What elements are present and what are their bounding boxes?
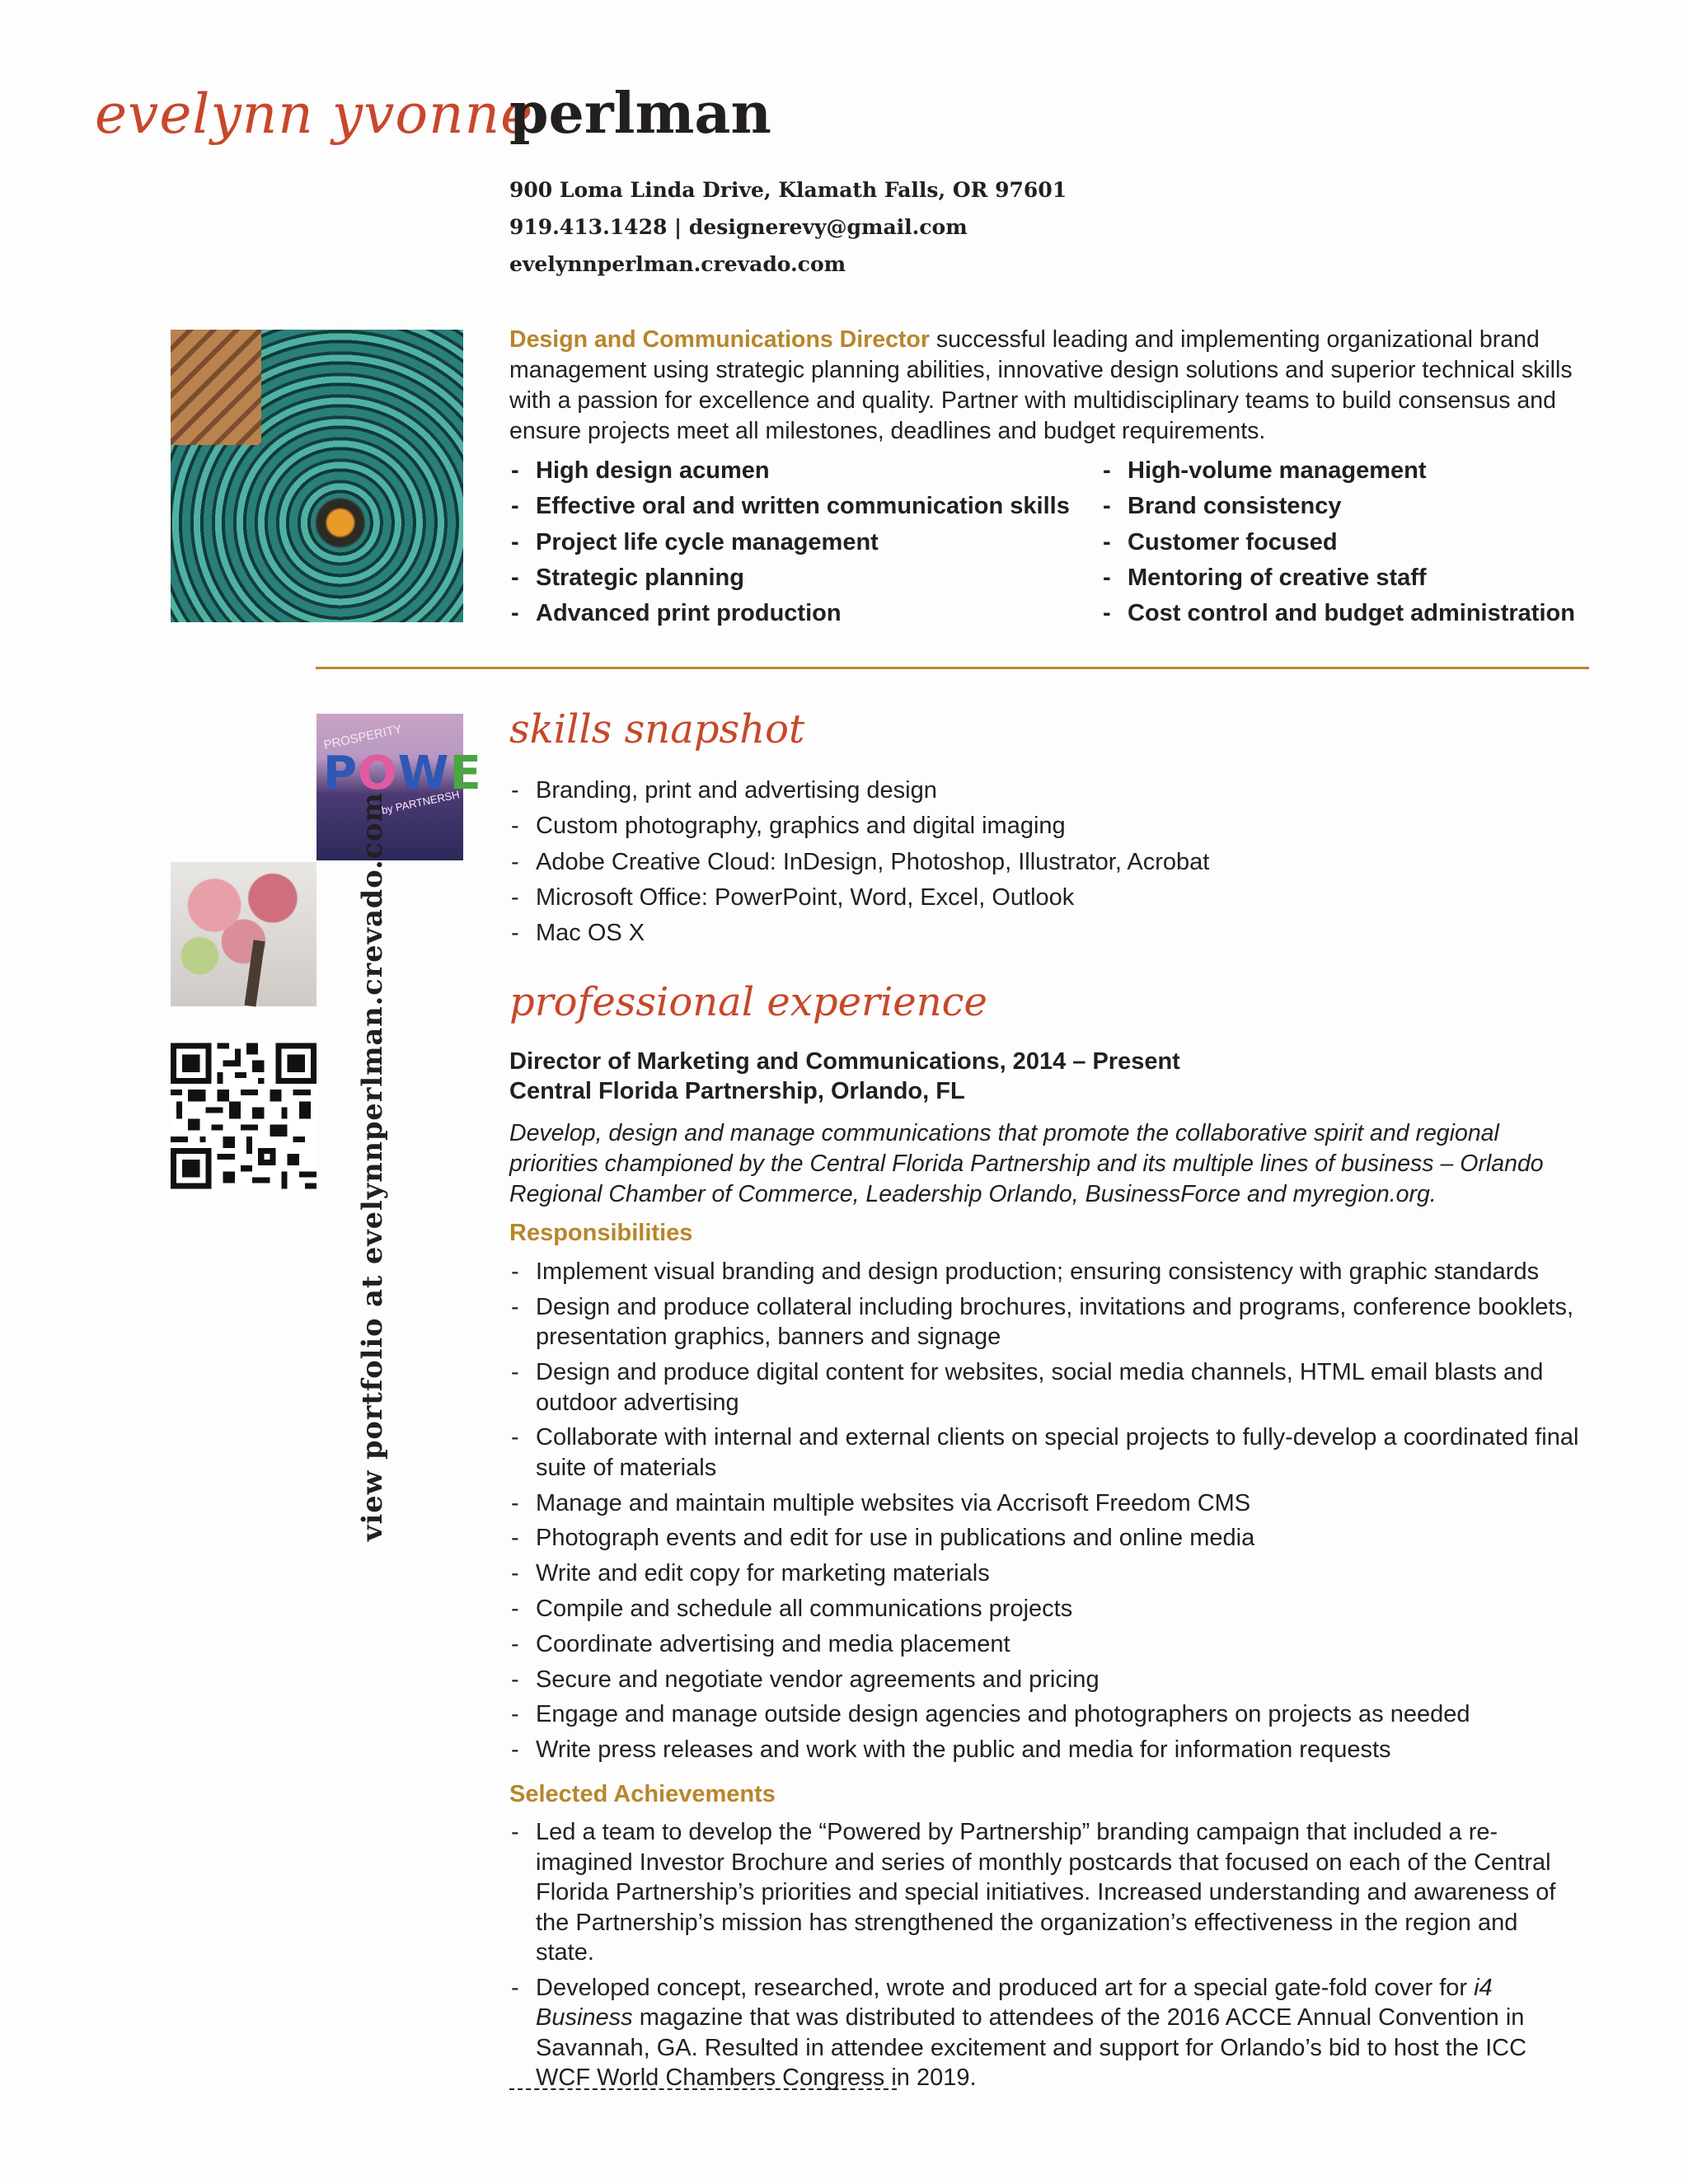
attribute-item: - High design acumen [509, 453, 1070, 489]
responsibility-item: - Manage and maintain multiple websites via Accrisoft Freedom CMS [509, 1488, 1581, 1519]
section-divider [316, 667, 1589, 669]
magazine-title: i4 Business [536, 1974, 1493, 2031]
qr-code-icon[interactable] [171, 1043, 316, 1189]
poster-sub-text: by PARTNERSH [380, 788, 461, 817]
contact-block [509, 171, 1067, 283]
experience-heading: professional experience [509, 979, 987, 1025]
skill-item: - Adobe Creative Cloud: InDesign, Photoshop, Illustrator, Acrobat [509, 845, 1209, 880]
attribute-item: - Customer focused [1101, 525, 1575, 560]
phone-email: 919.413.1428 | designerevy@gmail.com [509, 215, 968, 239]
attribute-item: - Mentoring of creative staff [1101, 560, 1575, 596]
responsibility-item: - Collaborate with internal and external clients on special projects to fully-develop a coordinated final suite of materials [509, 1422, 1581, 1483]
spiral-staircase-photo [171, 330, 463, 622]
name-first-middle: evelynn yvonne [95, 82, 534, 146]
blossom-tree-photo [171, 862, 316, 1006]
attributes-left [509, 453, 1070, 631]
attribute-item: - Effective oral and written communication skills [509, 489, 1070, 524]
portfolio-link-vertical[interactable]: view portfolio at evelynnperlman.crevado.com [356, 792, 388, 1541]
skill-item: - Microsoft Office: PowerPoint, Word, Excel, Outlook [509, 880, 1209, 916]
responsibility-item: - Compile and schedule all communications projects [509, 1594, 1581, 1624]
poster-big-text: POWE [323, 747, 482, 800]
achievements-heading: Selected Achievements [509, 1781, 776, 1807]
attribute-item: - Cost control and budget administration [1101, 596, 1575, 631]
achievement-item: - Led a team to develop the “Powered by Partnership” branding campaign that included a re-imagined Investor Brochure and series of monthly postcards that focused on each of the Central Florida Partnership’s priorities and special initiatives. Increased understanding and awareness of the Partnership’s mission has strengthened the organization’s effectiveness in the region and state. [509, 1817, 1581, 1968]
skills-heading: skills snapshot [509, 706, 805, 752]
responsibility-item: - Coordinate advertising and media placement [509, 1629, 1581, 1660]
responsibility-item: - Write press releases and work with the public and media for information requests [509, 1735, 1581, 1765]
summary-paragraph [509, 325, 1589, 447]
responsibility-item: - Design and produce collateral including brochures, invitations and programs, conference booklets, presentation graphics, banners and signage [509, 1292, 1581, 1352]
job-title: Director of Marketing and Communications, 2014 – Present [509, 1048, 1180, 1075]
responsibilities-list [509, 1257, 1581, 1770]
responsibility-item: - Secure and negotiate vendor agreements and pricing [509, 1665, 1581, 1695]
responsibilities-heading: Responsibilities [509, 1220, 693, 1246]
responsibility-item: - Photograph events and edit for use in publications and online media [509, 1523, 1581, 1554]
achievements-list [509, 1817, 1581, 2098]
attribute-item: - Strategic planning [509, 560, 1070, 596]
attribute-item: - Brand consistency [1101, 489, 1575, 524]
attribute-item: - Project life cycle management [509, 525, 1070, 560]
skills-list [509, 773, 1209, 951]
responsibility-item: - Implement visual branding and design production; ensuring consistency with graphic standards [509, 1257, 1581, 1287]
achievement-item: - Developed concept, researched, wrote and produced art for a special gate-fold cover for i4 Business magazine that was distributed to attendees of the 2016 ACCE Annual Convention in Savannah, GA. Resulted in attendee excitement and support for Orlando’s bid to host the ICC WCF World Chambers Congress in 2019. [509, 1973, 1581, 2093]
address: 900 Loma Linda Drive, Klamath Falls, OR 97601 [509, 178, 1067, 202]
responsibility-item: - Engage and manage outside design agencies and photographers on projects as needed [509, 1699, 1581, 1730]
attributes-right [1101, 453, 1575, 631]
website: evelynnperlman.crevado.com [509, 252, 846, 276]
job-description: Develop, design and manage communications that promote the collaborative spirit and regional priorities championed by the Central Florida Partnership and its multiple lines of business – Orlando Regional Chamber of Commerce, Leadership Orlando, BusinessForce and myregion.org. [509, 1120, 1544, 1207]
summary-text: successful leading and implementing organizational brand management using strategic planning abilities, innovative design solutions and superior technical skills with a passion for excellence and quality. Partner with multidisciplinary teams to build consensus and ensure projects meet all milestones, deadlines and budget requirements. [509, 326, 1573, 444]
skill-item: - Branding, print and advertising design [509, 773, 1209, 808]
poster-small-text: PROSPERITY [322, 722, 404, 752]
company: Central Florida Partnership, Orlando, FL [509, 1078, 965, 1104]
summary-role: Design and Communications Director [509, 326, 930, 353]
name-last: perlman [509, 81, 771, 147]
job-header [509, 1047, 1180, 1106]
attribute-item: - High-volume management [1101, 453, 1575, 489]
responsibility-item: - Write and edit copy for marketing materials [509, 1558, 1581, 1589]
attribute-item: - Advanced print production [509, 596, 1070, 631]
skill-item: - Mac OS X [509, 916, 1209, 951]
responsibility-item: - Design and produce digital content for websites, social media channels, HTML email blasts and outdoor advertising [509, 1357, 1581, 1418]
dashed-divider [509, 2088, 897, 2090]
powered-by-partnership-poster-image [316, 714, 482, 860]
skill-item: - Custom photography, graphics and digital imaging [509, 808, 1209, 844]
